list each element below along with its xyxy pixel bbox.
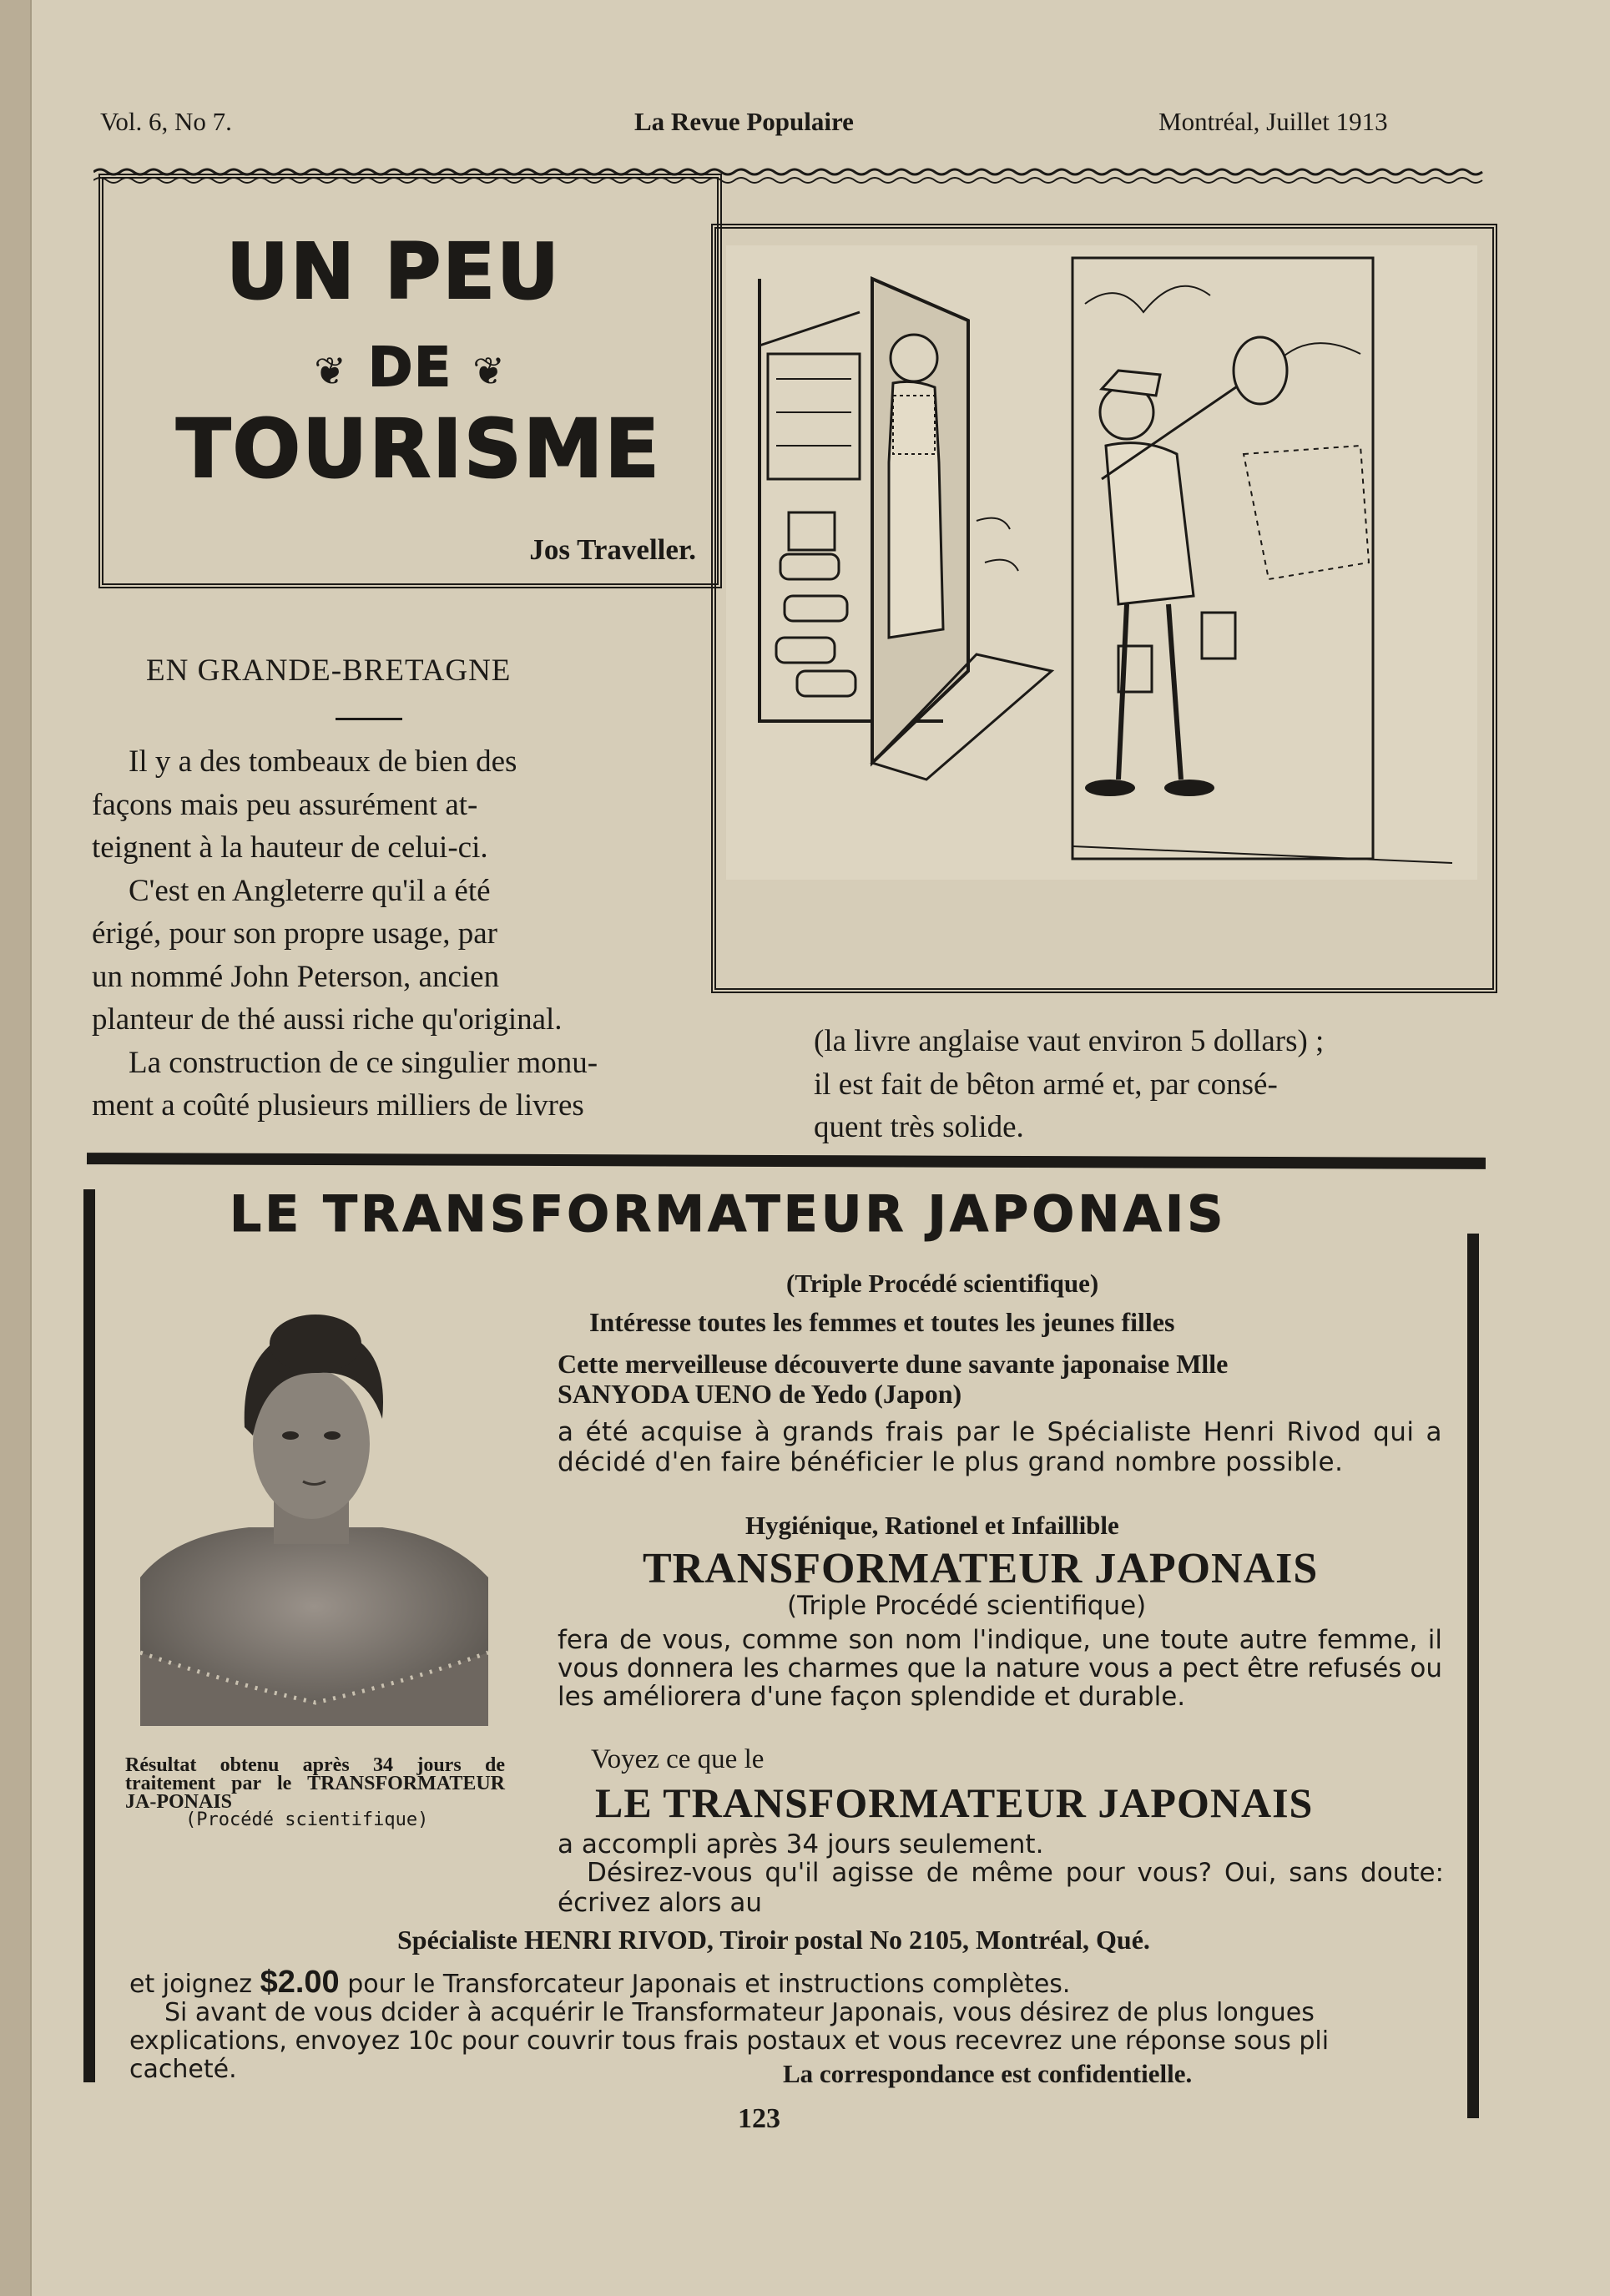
ad-promise-paragraph: fera de vous, comme son nom l'indique, une toute autre femme, il vous donnera les charmes que la nature vous a pect être refusés ou les améliorera d'une façon splendide et durable.: [558, 1625, 1442, 1712]
ad-specialist-address: Spécialiste HENRI RIVOD, Tiroir postal No 2105, Montréal, Qué.: [397, 1925, 1150, 1955]
section-heading: EN GRANDE-BRETAGNE: [146, 653, 512, 688]
ad-discovery-line-2: SANYODA UENO de Yedo (Japon): [558, 1379, 962, 1409]
ad-order-prefix: et joignez: [129, 1970, 260, 1999]
ad-interest-line: Intéresse toutes les femmes et toutes les jeunes filles: [589, 1307, 1175, 1337]
article-line: érigé, pour son propre usage, par: [92, 916, 497, 951]
portrait-photo: [140, 1302, 488, 1726]
title-line-1: UN PEU: [226, 227, 561, 316]
ad-subtitle: (Triple Procédé scientifique): [786, 1269, 1099, 1298]
article-line: (la livre anglaise vaut environ 5 dollars) ;: [814, 1024, 1325, 1058]
title-box: [98, 174, 722, 588]
ad-headline: LE TRANSFORMATEUR JAPONAIS: [230, 1185, 1227, 1244]
ad-left-border: [83, 1189, 95, 2082]
ad-right-border: [1467, 1234, 1479, 2118]
article-line: il est fait de bêton armé et, par consé-: [814, 1067, 1278, 1102]
article-column-2: [814, 1020, 1488, 1149]
publication-name: La Revue Populaire: [634, 107, 854, 136]
photo-caption: [125, 1756, 505, 1829]
article-line: ment a coûté plusieurs milliers de livres: [92, 1088, 584, 1123]
article-line: planteur de thé aussi riche qu'original.: [92, 1002, 563, 1037]
ad-hygienic-line: Hygiénique, Rationel et Infaillible: [745, 1511, 1119, 1540]
floral-ornament-icon: ❦: [472, 348, 507, 394]
article-column-1-continued: [92, 998, 765, 1128]
ad-acquired-paragraph: a été acquise à grands frais par le Spécialiste Henri Rivod qui a décidé d'en faire bénéficier le plus grand nombre possible.: [558, 1417, 1442, 1477]
ad-confidential-note: La correspondance est confidentielle.: [783, 2059, 1193, 2088]
section-rule: [336, 718, 402, 720]
ad-top-rule: [87, 1153, 1486, 1169]
place-date: Montréal, Juillet 1913: [1158, 107, 1388, 136]
floral-ornament-icon: ❦: [314, 348, 348, 394]
ad-price: $2.00: [260, 1965, 340, 2000]
cartoon-illustration-frame: [711, 224, 1497, 993]
ad-product-name: TRANSFORMATEUR JAPONAIS: [643, 1545, 1319, 1592]
title-line-3: TOURISME: [176, 402, 661, 496]
author-byline: Jos Traveller.: [529, 533, 696, 566]
article-line: teignent à la hauteur de celui-ci.: [92, 830, 488, 865]
volume-number: Vol. 6, No 7.: [100, 107, 232, 136]
photo-caption-text: Résultat obtenu après 34 jours de traitement par le TRANSFORMATEUR JA-PONAIS: [125, 1754, 505, 1813]
article-line: Il y a des tombeaux de bien des: [129, 744, 517, 779]
ad-accompli-line: a accompli après 34 jours seulement.: [558, 1829, 1044, 1860]
cartoon-illustration: [726, 245, 1477, 913]
ad-subtitle-2: (Triple Procédé scientifique): [787, 1591, 1147, 1621]
ad-product-name-2: LE TRANSFORMATEUR JAPONAIS: [595, 1779, 1314, 1826]
article-line: un nommé John Peterson, ancien: [92, 959, 500, 994]
article-line: façons mais peu assurément at-: [92, 787, 478, 822]
title-line-2: DE: [368, 337, 452, 399]
ad-voyez-line: Voyez ce que le: [591, 1744, 765, 1774]
article-line: quent très solide.: [814, 1110, 1024, 1144]
ad-discovery-line-1: Cette merveilleuse découverte dune savante japonaise Mlle: [558, 1349, 1229, 1379]
article-column-1: [92, 740, 643, 998]
article-line: C'est en Angleterre qu'il a été: [129, 873, 491, 908]
photo-caption-sub: (Procédé scientifique): [185, 1809, 429, 1830]
title-line-2-row: [103, 337, 717, 399]
ad-order-suffix: pour le Transforcateur Japonais et instructions complètes.: [339, 1970, 1071, 1999]
ad-explanation-paragraph: Si avant de vous dcider à acquérir le Transformateur Japonais, vous désirez de plus longues explications, envoyez 10c pour couvrir tous frais postaux et vous recevrez une réponse sous pli cacheté.: [129, 1998, 1330, 2084]
page-number: 123: [738, 2103, 780, 2134]
article-line: La construction de ce singulier monu-: [129, 1045, 598, 1080]
page-binding-edge: [0, 0, 32, 2296]
ad-order-line: [129, 1965, 1444, 2000]
ad-desirez-paragraph: Désirez-vous qu'il agisse de même pour vous? Oui, sans doute: écrivez alors au: [558, 1858, 1444, 1918]
